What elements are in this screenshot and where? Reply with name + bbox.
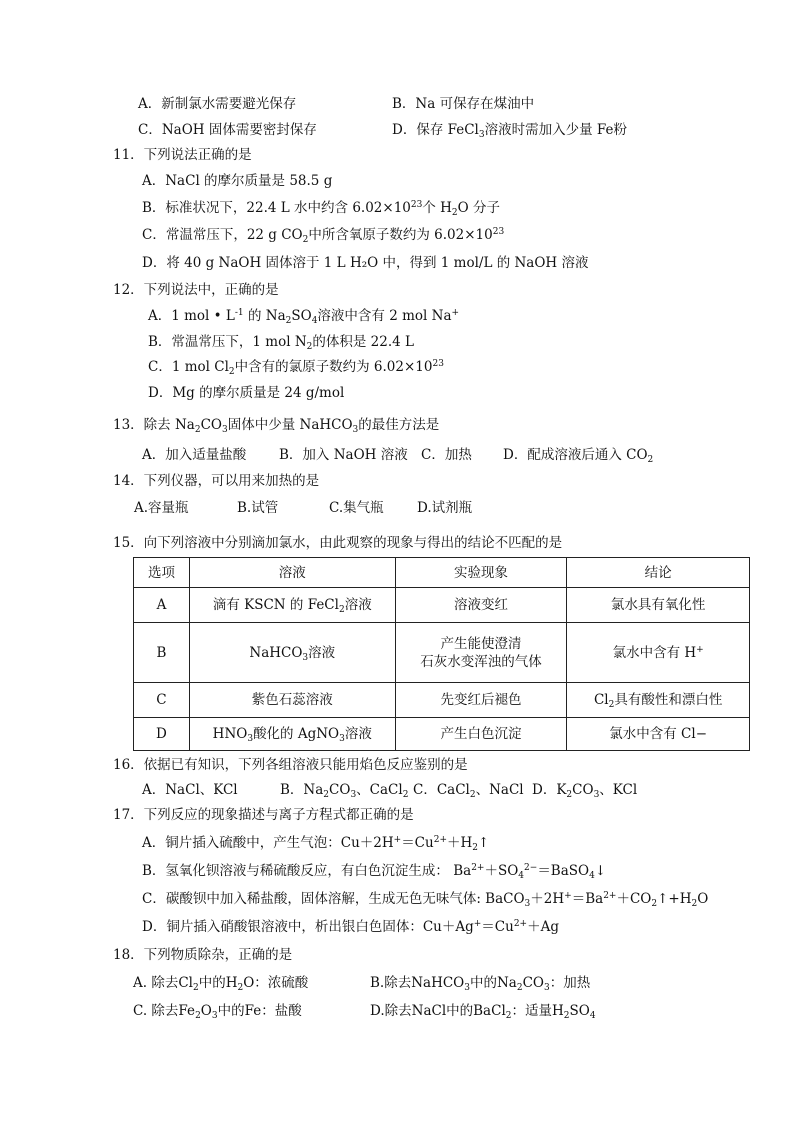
table-row xyxy=(134,588,750,623)
q18-stem: 18．下列物质除杂，正确的是 xyxy=(113,947,293,963)
row-conclusion: 氯水中含有 Cl− xyxy=(567,718,750,751)
row-solution: 紫色石蕊溶液 xyxy=(189,683,395,718)
q14-option-a: A.容量瓶 xyxy=(134,500,189,516)
q16-option-c: C．CaCl$_2$、NaCl xyxy=(413,782,524,800)
row-phenomenon: 溶液变红 xyxy=(395,588,567,623)
q16-stem: 16．依据已有知识，下列各组溶液只能用焰色反应鉴别的是 xyxy=(113,757,468,773)
q10-option-a: A．新制氯水需要避光保存 xyxy=(138,96,297,112)
q12-option-d: D．Mg 的摩尔质量是 24 g/mol xyxy=(148,385,345,401)
q12-option-a: A．1 mol • $L^{-1}$ 的 $Na_2SO_4$溶液中含有 2 mol Na+ xyxy=(148,308,460,326)
q17-option-d: D．铜片插入硝酸银溶液中，析出银白色固体：$Cu+Ag^+=Cu^{2+}+Ag$ xyxy=(142,919,560,935)
header-phenomenon: 实验现象 xyxy=(395,558,567,588)
q15-table xyxy=(133,557,750,751)
q10-option-b: B．Na 可保存在煤油中 xyxy=(392,96,535,112)
q17-stem: 17．下列反应的现象描述与离子方程式都正确的是 xyxy=(113,807,414,823)
q17-option-a: A．铜片插入硫酸中，产生气泡：$Cu+2H^+=Cu^{2+}+H_2↑$ xyxy=(142,835,490,853)
header-option: 选项 xyxy=(134,558,190,588)
header-solution: 溶液 xyxy=(189,558,395,588)
q13-option-a: A．加入适量盐酸 xyxy=(142,447,247,463)
q17-option-b: B．氢氧化钡溶液与稀硫酸反应，有白色沉淀生成： $Ba^{2+}+SO_4^{2-}=BaSO_4↓$ xyxy=(142,863,607,881)
row-option: A xyxy=(134,588,190,623)
row-conclusion: 氯水具有氧化性 xyxy=(567,588,750,623)
row-solution: NaHCO$_3$溶液 xyxy=(189,623,395,683)
row-conclusion: 氯水中含有 H+ xyxy=(567,623,750,683)
q14-option-c: C.集气瓶 xyxy=(329,500,384,516)
q16-option-d: D．$K_2CO_3$、KCl xyxy=(532,782,638,800)
q11-option-b: B．标准状况下，22.4 L 水中约含 $6.02\times 10^{23}$个 $H_2O$ 分子 xyxy=(142,200,500,218)
q17-option-c: C．碳酸钡中加入稀盐酸，固体溶解，生成无色无味气体: $BaCO_3+2H^+=Ba^{2+}+CO_2↑+H_2O$ xyxy=(142,891,709,909)
table-row xyxy=(134,718,750,751)
q13-option-b: B．加入 NaOH 溶液 xyxy=(279,447,408,463)
q18-option-c: C. 除去$Fe_2O_3$中的Fe：盐酸 xyxy=(133,1003,302,1021)
table-row xyxy=(134,683,750,718)
row-option: D xyxy=(134,718,190,751)
q11-option-a: A．NaCl 的摩尔质量是 58.5 g xyxy=(142,173,333,189)
table-row xyxy=(134,623,750,683)
q18-option-d: D.除去NaCl中的BaCl$_2$：适量$H_2SO_4$ xyxy=(370,1003,596,1021)
q13-stem: 13．除去 $Na_2CO_3$固体中少量 NaHCO$_3$的最佳方法是 xyxy=(113,417,440,435)
row-option: B xyxy=(134,623,190,683)
row-option: C xyxy=(134,683,190,718)
q13-option-d: D．配成溶液后通入 $CO_2$ xyxy=(503,447,654,465)
q12-option-c: C．1 mol $Cl_2$中含有的氯原子数约为 $6.02\times 10^{23}$ xyxy=(148,359,444,377)
q14-option-d: D.试剂瓶 xyxy=(417,500,473,516)
row-solution: $HNO_3$酸化的 AgNO$_3$溶液 xyxy=(189,718,395,751)
q18-option-b: B.除去NaHCO$_3$中的$Na_2CO_3$：加热 xyxy=(370,975,591,993)
q11-option-d: D．将 40 g NaOH 固体溶于 1 L H₂O 中，得到 1 mol/L 的 NaOH 溶液 xyxy=(142,255,589,271)
q14-option-b: B.试管 xyxy=(237,500,279,516)
q18-option-a: A. 除去$Cl_2$中的$H_2O$：浓硫酸 xyxy=(133,975,309,993)
q10-option-c: C．NaOH 固体需要密封保存 xyxy=(138,122,317,138)
q11-stem: 11．下列说法正确的是 xyxy=(113,147,252,163)
q14-stem: 14．下列仪器，可以用来加热的是 xyxy=(113,473,320,489)
table-header-row xyxy=(134,558,750,588)
q10-option-d: D．保存 FeCl$_3$溶液时需加入少量 Fe粉 xyxy=(392,122,628,140)
row-phenomenon: 产生能使澄清 石灰水变浑浊的气体 xyxy=(395,623,567,683)
q16-option-b: B．$Na_2CO_3$、CaCl$_2$ xyxy=(280,782,409,800)
row-phenomenon: 先变红后褪色 xyxy=(395,683,567,718)
row-conclusion: $Cl_2$具有酸性和漂白性 xyxy=(567,683,750,718)
header-conclusion: 结论 xyxy=(567,558,750,588)
q11-option-c: C．常温常压下，22 g $CO_2$中所含氧原子数约为 $6.02\times 10^{23}$ xyxy=(142,227,505,245)
q13-option-c: C．加热 xyxy=(421,447,472,463)
q12-stem: 12．下列说法中，正确的是 xyxy=(113,282,279,298)
q16-option-a: A．NaCl、KCl xyxy=(142,782,238,798)
q15-stem: 15．向下列溶液中分别滴加氯水，由此观察的现象与得出的结论不匹配的是 xyxy=(113,535,563,551)
row-phenomenon: 产生白色沉淀 xyxy=(395,718,567,751)
row-solution: 滴有 KSCN 的 FeCl$_2$溶液 xyxy=(189,588,395,623)
q12-option-b: B．常温常压下，1 mol $N_2$的体积是 22.4 L xyxy=(148,334,414,352)
